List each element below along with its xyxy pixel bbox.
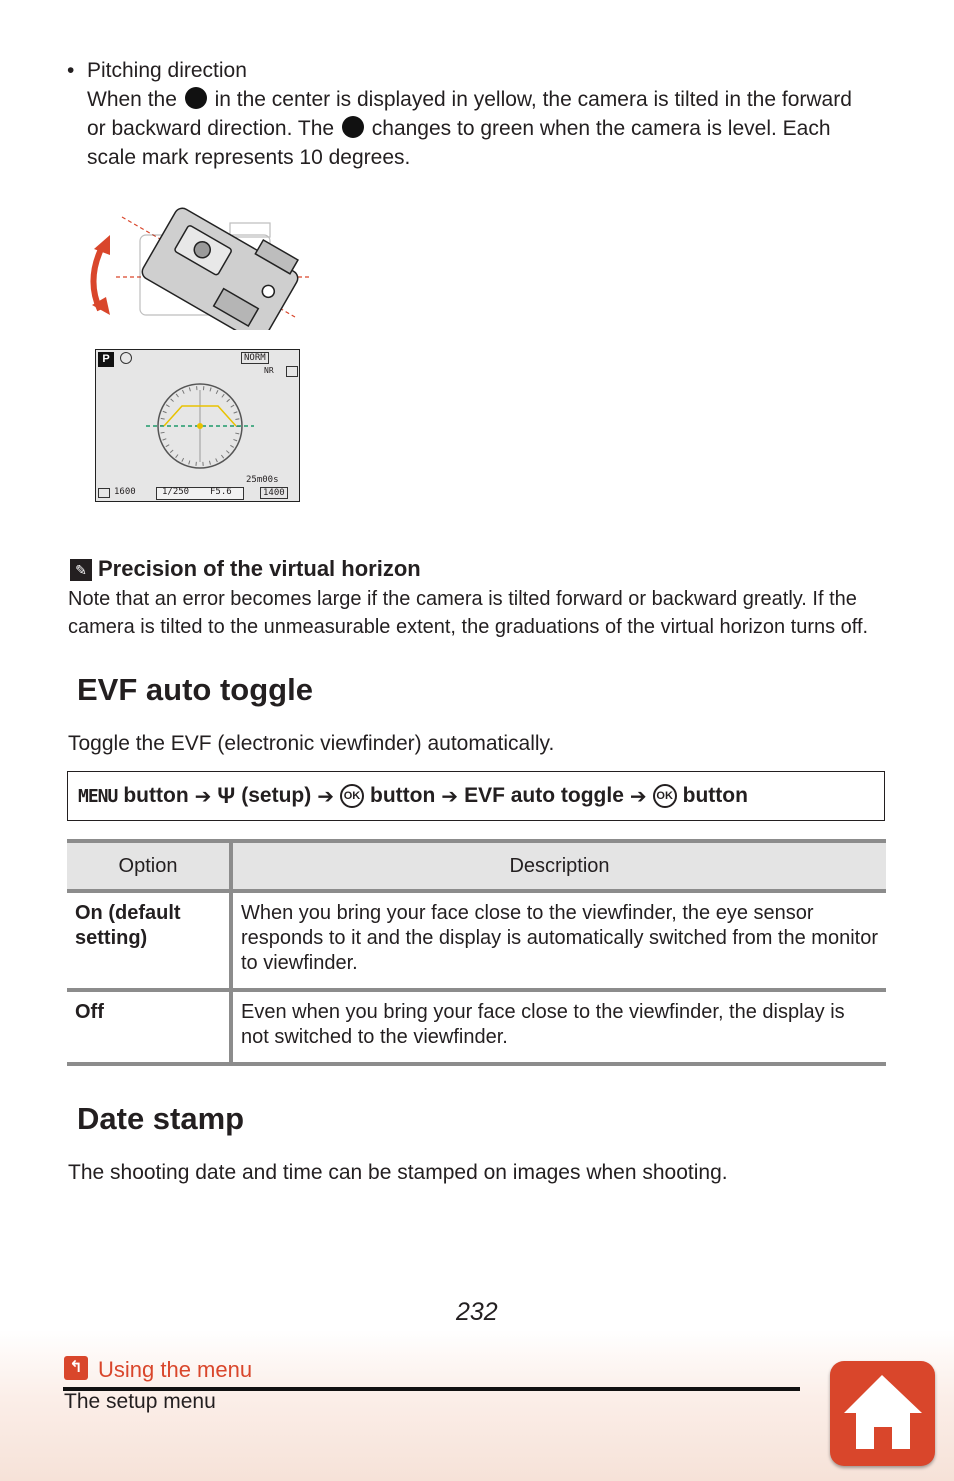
arrow-icon: ➔ xyxy=(629,785,647,808)
tilted-camera-illustration xyxy=(80,205,320,330)
setup-wrench-icon: Ψ xyxy=(217,783,236,808)
pencil-note-icon: ✎ xyxy=(70,559,92,581)
arrow-icon: ➔ xyxy=(441,785,459,808)
footer-subsection: The setup menu xyxy=(64,1390,216,1413)
header-description: Description xyxy=(231,841,886,891)
table-row xyxy=(67,891,886,990)
note-title: Precision of the virtual horizon xyxy=(98,556,421,581)
option-cell: Off xyxy=(67,990,231,1064)
pitching-text xyxy=(87,56,907,172)
image-quality: NORM xyxy=(241,352,269,364)
ok-button-icon: OK xyxy=(653,784,677,808)
home-button[interactable] xyxy=(830,1361,935,1466)
monitor-display xyxy=(95,349,300,502)
iso-value: 1600 xyxy=(114,487,136,497)
remaining-time: 25m00s xyxy=(246,475,279,485)
shooting-mode-badge: P xyxy=(98,352,114,367)
section-title-evf: EVF auto toggle xyxy=(77,672,313,707)
menu-button-icon: MENU xyxy=(78,785,118,807)
arrow-icon: ➔ xyxy=(194,785,212,808)
arrow-icon: ➔ xyxy=(317,785,334,808)
description-cell: Even when you bring your face close to the viewfinder, the display is not switched to the viewfinder. xyxy=(231,990,886,1064)
vr-icon xyxy=(120,352,132,364)
menu-path: MENU button ➔ Ψ (setup) ➔ OK button ➔ EVF auto toggle ➔ OK button xyxy=(67,771,885,821)
home-icon xyxy=(830,1361,935,1466)
page-number: 232 xyxy=(456,1298,498,1326)
section-link[interactable]: Using the menu xyxy=(98,1357,253,1382)
table-header-row xyxy=(67,841,886,891)
ok-button-icon: OK xyxy=(340,784,364,808)
table-row xyxy=(67,990,886,1064)
menu-item-name: EVF auto toggle xyxy=(464,784,624,807)
level-dot-icon xyxy=(185,87,207,109)
note-body: Note that an error becomes large if the camera is tilted forward or backward greatly. If the camera is tilted to the unmeasurable extent, the graduations of the virtual horizon turns off. xyxy=(68,588,869,638)
level-dot-icon xyxy=(342,116,364,138)
return-icon[interactable]: ↰ xyxy=(64,1356,88,1380)
shutter-speed: 1/250 xyxy=(162,487,190,497)
battery-icon xyxy=(286,366,298,377)
aperture: F5.6 xyxy=(210,487,232,497)
header-option: Option xyxy=(67,841,231,891)
pitching-line-1: When the in the center is displayed in yellow, the camera is tilted in the forward xyxy=(87,88,852,111)
card-icon xyxy=(98,488,110,498)
option-cell: On (default setting) xyxy=(67,891,231,990)
evf-intro: Toggle the EVF (electronic viewfinder) automatically. xyxy=(68,732,555,755)
status-bar xyxy=(98,488,296,500)
virtual-horizon xyxy=(146,380,256,470)
bullet: • xyxy=(67,59,75,82)
pitching-line-2: or backward direction. The changes to green when the camera is level. Each xyxy=(87,117,831,140)
options-table xyxy=(67,839,886,1066)
date-stamp-intro: The shooting date and time can be stamped on images when shooting. xyxy=(68,1161,728,1184)
pitching-heading: Pitching direction xyxy=(87,59,247,82)
shots-remaining: 1400 xyxy=(260,487,288,499)
description-cell: When you bring your face close to the viewfinder, the eye sensor responds to it and the display is automatically switched from the monitor to viewfinder. xyxy=(231,891,886,990)
section-title-date-stamp: Date stamp xyxy=(77,1101,245,1136)
pitching-line-3: scale mark represents 10 degrees. xyxy=(87,146,411,169)
nr-icon: NR xyxy=(264,366,274,375)
